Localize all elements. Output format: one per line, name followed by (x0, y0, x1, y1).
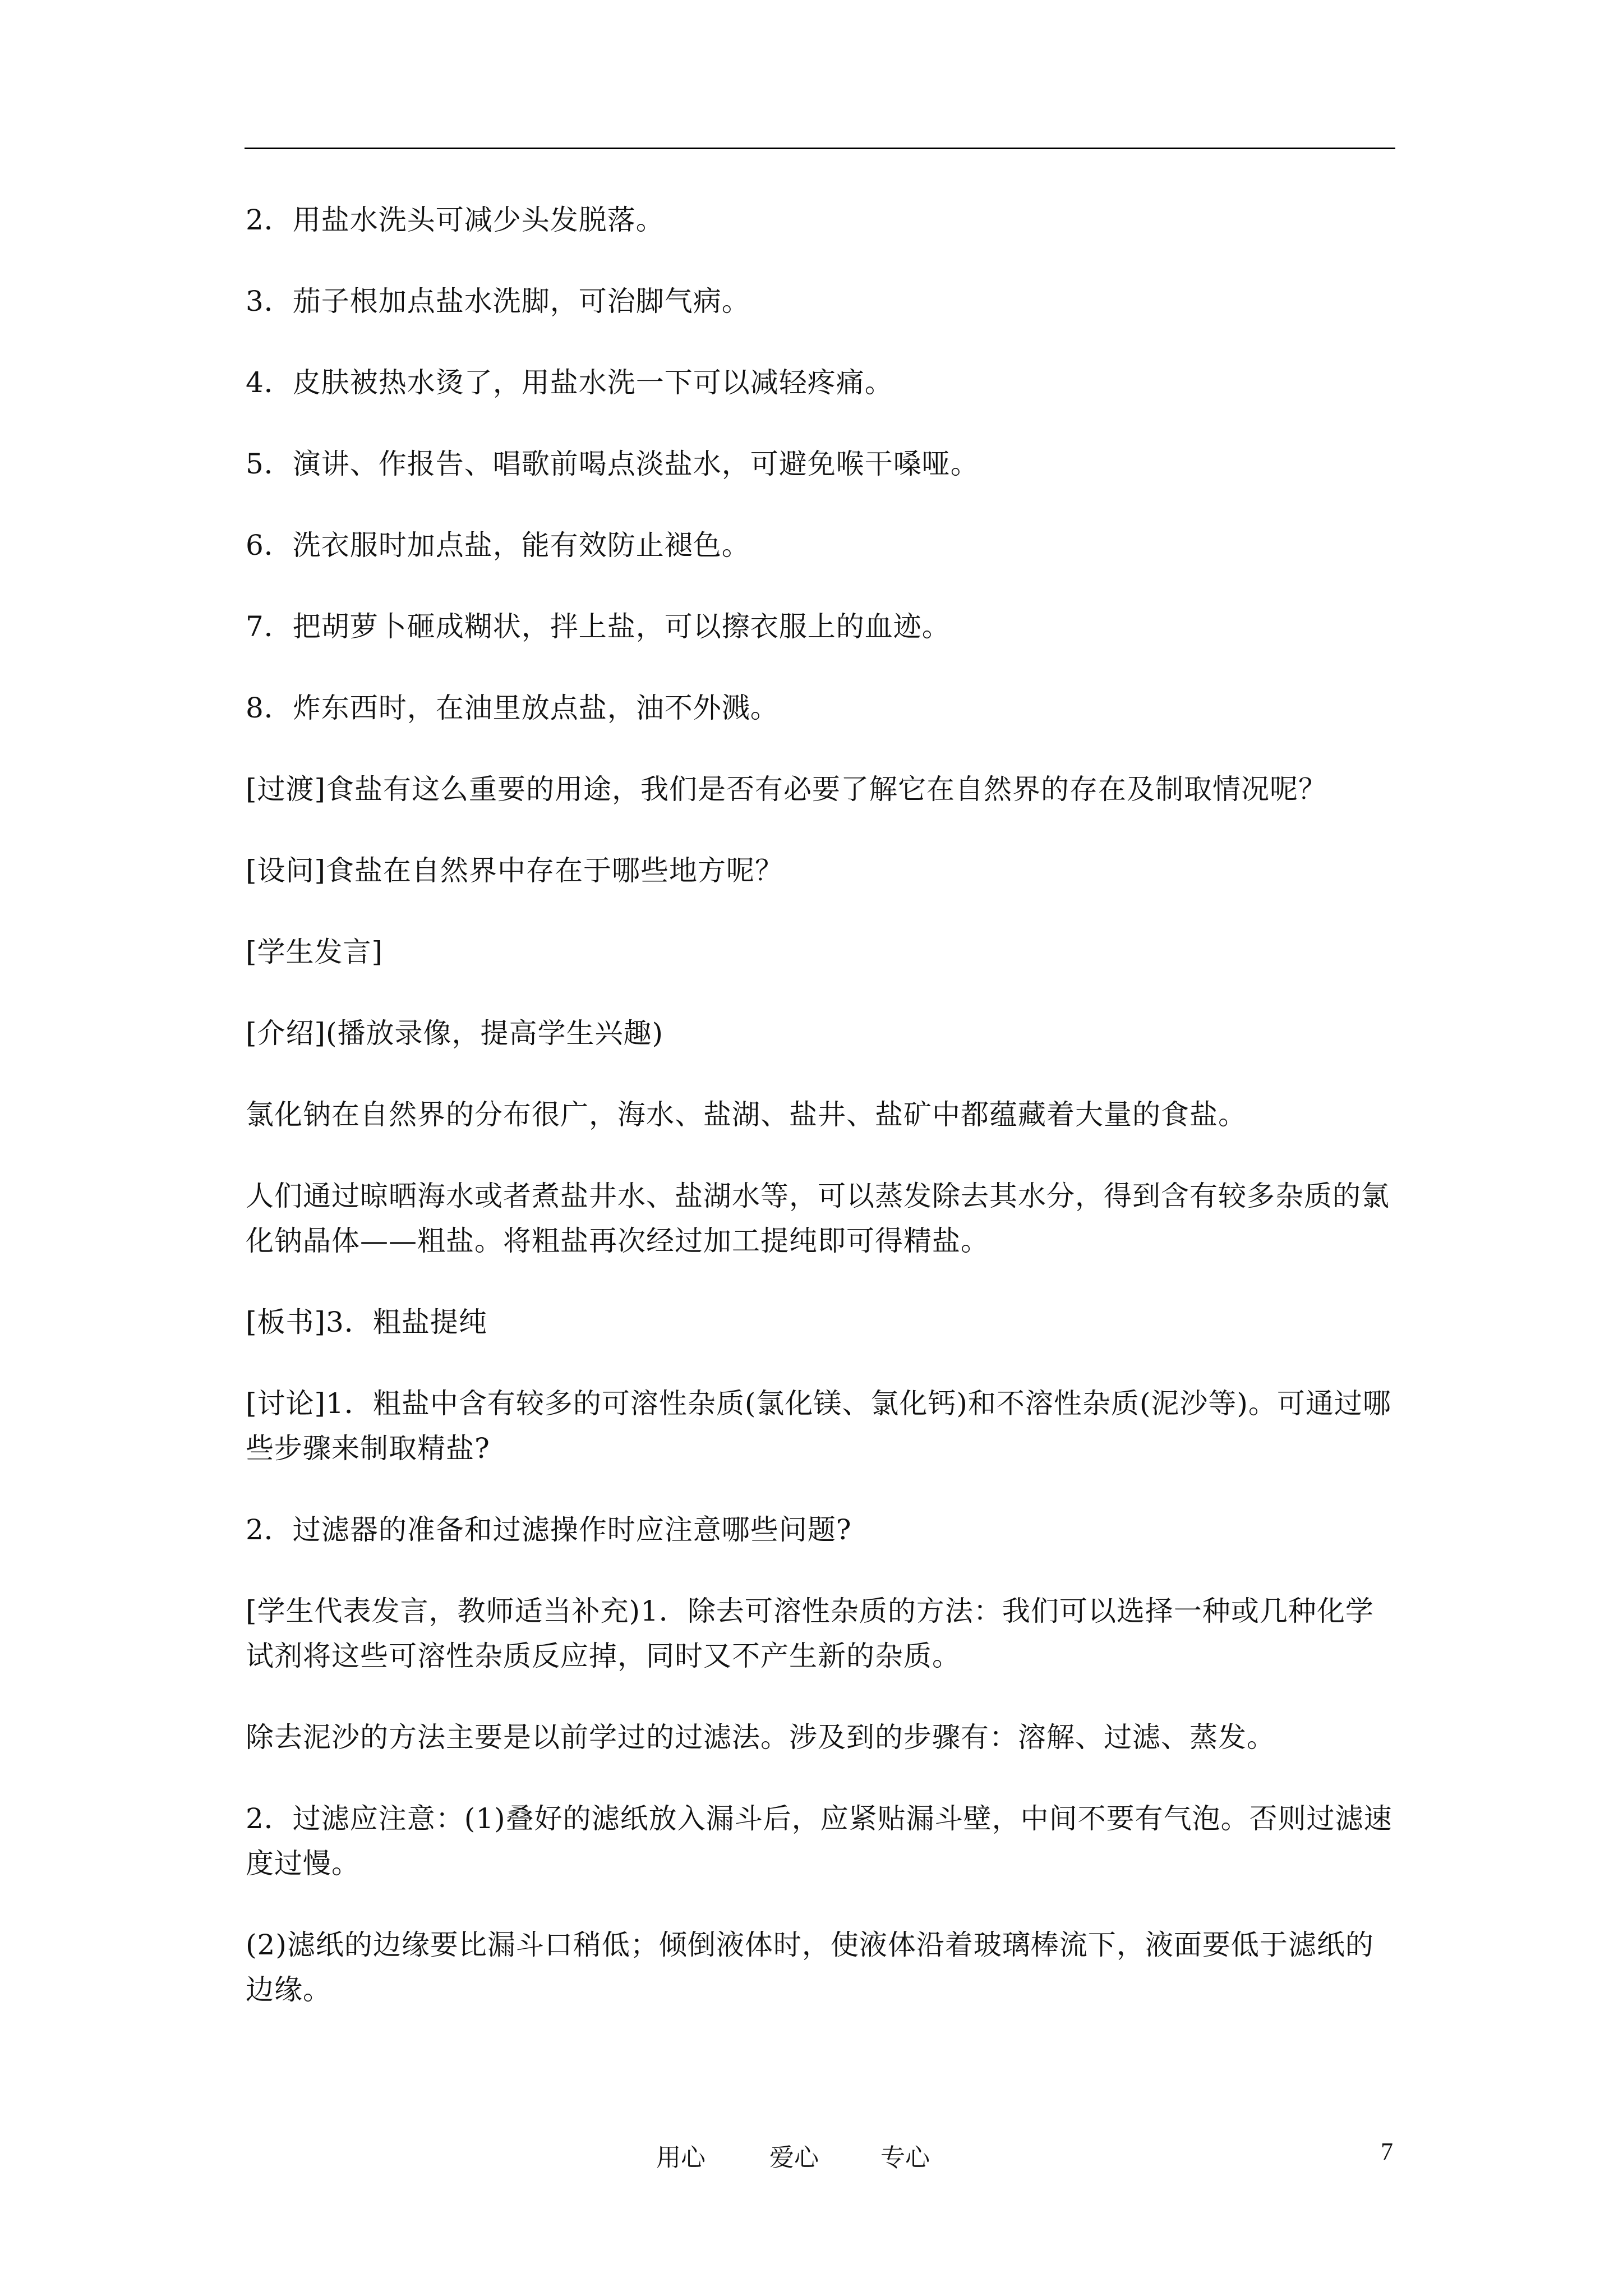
paragraph: [介绍](播放录像，提高学生兴趣) (246, 1017, 664, 1050)
paragraph: 6．洗衣服时加点盐，能有效防止褪色。 (246, 529, 750, 562)
paragraph: 7．把胡萝卜砸成糊状，拌上盐，可以擦衣服上的血迹。 (246, 610, 951, 643)
paragraph: [讨论]1．粗盐中含有较多的可溶性杂质(氯化镁、氯化钙)和不溶性杂质(泥沙等)。可通过哪些步骤来制取精盐? (246, 1387, 1391, 1465)
header-rule (245, 148, 1395, 149)
footer-motto: 用心 (656, 2143, 706, 2172)
paragraph: 2．过滤器的准备和过滤操作时应注意哪些问题? (246, 1513, 852, 1546)
paragraph: [板书]3．粗盐提纯 (246, 1306, 487, 1338)
paragraph: 2．过滤应注意：(1)叠好的滤纸放入漏斗后，应紧贴漏斗壁，中间不要有气泡。否则过滤速度过慢。 (246, 1802, 1393, 1880)
paragraph: 4．皮肤被热水烫了，用盐水洗一下可以减轻疼痛。 (246, 366, 893, 399)
paragraph: 氯化钠在自然界的分布很广，海水、盐湖、盐井、盐矿中都蕴藏着大量的食盐。 (246, 1098, 1247, 1131)
paragraph: (2)滤纸的边缘要比漏斗口稍低；倾倒液体时，使液体沿着玻璃棒流下，液面要低于滤纸的边缘。 (246, 1929, 1374, 2006)
paragraph: [设问]食盐在自然界中存在于哪些地方呢？ (246, 854, 784, 887)
paragraph: [学生发言] (246, 936, 384, 968)
document-body (246, 197, 1395, 2049)
paragraph: 人们通过晾晒海水或者煮盐井水、盐湖水等，可以蒸发除去其水分，得到含有较多杂质的氯化钠晶体——粗盐。将粗盐再次经过加工提纯即可得精盐。 (246, 1180, 1390, 1257)
paragraph: 除去泥沙的方法主要是以前学过的过滤法。涉及到的步骤有：溶解、过滤、蒸发。 (246, 1721, 1275, 1754)
paragraph: 5．演讲、作报告、唱歌前喝点淡盐水，可避免喉干嗓哑。 (246, 448, 979, 480)
footer-motto: 专心 (880, 2143, 930, 2172)
page-footer (0, 2137, 1623, 2177)
page-number: 7 (1381, 2138, 1393, 2165)
paragraph: 8．炸东西时，在油里放点盐，油不外溅。 (246, 692, 779, 724)
paragraph: [过渡]食盐有这么重要的用途，我们是否有必要了解它在自然界的存在及制取情况呢？ (246, 773, 1327, 806)
paragraph: 3．茄子根加点盐水洗脚，可治脚气病。 (246, 285, 750, 318)
paragraph: 2．用盐水洗头可减少头发脱落。 (246, 204, 665, 236)
paragraph: [学生代表发言，教师适当补充)1．除去可溶性杂质的方法：我们可以选择一种或几种化学试剂将这些可溶性杂质反应掉，同时又不产生新的杂质。 (246, 1595, 1374, 1672)
footer-motto: 爱心 (769, 2143, 819, 2172)
